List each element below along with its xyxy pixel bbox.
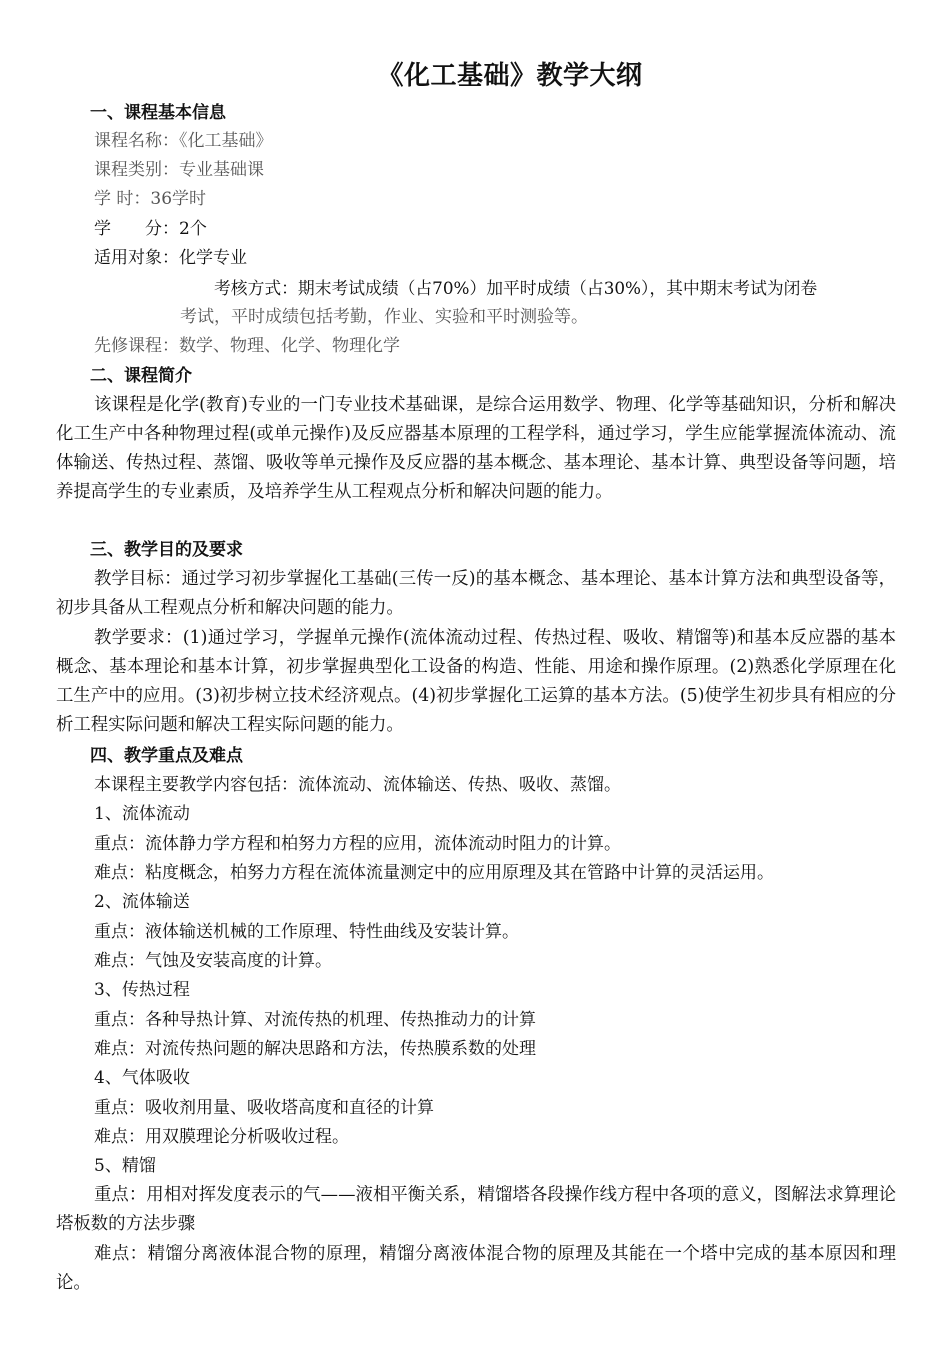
- course-intro-paragraph: 该课程是化学(教育)专业的一门专业技术基础课，是综合运用数学、物理、化学等基础知识，分析和解决化工生产中各种物理过程(或单元操作)及反应器基本原理的工程学科，通过学习，学生应能掌握流体流动、流体输送、传热过程、蒸馏、吸收等单元操作及反应器的基本概念、基本理论、基本计算、典型设备等问题，培养提高学生的专业素质，及培养学生从工程观点分析和解决问题的能力。: [56, 395, 896, 502]
- assessment-line-2: 考试，平时成绩包括考勤，作业、实验和平时测验等。: [180, 307, 588, 327]
- topic-key-point: 重点：流体静力学方程和柏努力方程的应用，流体流动时阻力的计算。: [94, 834, 621, 854]
- teaching-goal-paragraph: 教学目标：通过学习初步掌握化工基础(三传一反)的基本概念、基本理论、基本计算方法和典型设备等，初步具备从工程观点分析和解决问题的能力。: [56, 569, 896, 618]
- topic-key-point: 重点：液体输送机械的工作原理、特性曲线及安装计算。: [94, 922, 519, 942]
- topic-difficulty: 难点：气蚀及安装高度的计算。: [94, 951, 332, 971]
- course-audience: 适用对象：化学专业: [94, 248, 247, 268]
- prerequisites: 先修课程：数学、物理、化学、物理化学: [94, 336, 400, 356]
- topic-title: 2、流体输送: [94, 892, 190, 912]
- course-credits: 学 分：2个: [94, 219, 207, 239]
- content-intro: 本课程主要教学内容包括：流体流动、流体输送、传热、吸收、蒸馏。: [94, 775, 621, 795]
- topic-difficulty: 难点：精馏分离液体混合物的原理，精馏分离液体混合物的原理及其能在一个塔中完成的基本原因和理论。: [56, 1244, 896, 1293]
- topic-difficulty: 难点：用双膜理论分析吸收过程。: [94, 1127, 349, 1147]
- topic-title: 4、气体吸收: [94, 1068, 190, 1088]
- assessment-line-1: 考核方式：期末考试成绩（占70%）加平时成绩（占30%），其中期末考试为闭卷: [214, 278, 818, 298]
- section-heading-key-points: 四、教学重点及难点: [90, 746, 243, 766]
- topic-title: 5、精馏: [94, 1156, 156, 1176]
- teaching-requirement-paragraph: 教学要求：(1)通过学习，学握单元操作(流体流动过程、传热过程、吸收、精馏等)和基本反应器的基本概念、基本理论和基本计算，初步掌握典型化工设备的构造、性能、用途和操作原理。(2)熟悉化学原理在化工生产中的应用。(3)初步树立技术经济观点。(4)初步掌握化工运算的基本方法。(5)使学生初步具有相应的分析工程实际问题和解决工程实际问题的能力。: [56, 628, 896, 735]
- course-type: 课程类别：专业基础课: [94, 160, 264, 180]
- course-hours: 学 时：36学时: [94, 189, 207, 209]
- section-heading-goals: 三、教学目的及要求: [90, 540, 243, 560]
- topic-title: 3、传热过程: [94, 980, 190, 1000]
- section-heading-intro: 二、课程简介: [90, 366, 192, 386]
- course-name: 课程名称：《化工基础》: [94, 131, 273, 151]
- document-title: 《化工基础》教学大纲: [377, 61, 643, 91]
- topic-difficulty: 难点：对流传热问题的解决思路和方法，传热膜系数的处理: [94, 1039, 536, 1059]
- topic-key-point: 重点：各种导热计算、对流传热的机理、传热推动力的计算: [94, 1010, 536, 1030]
- topic-key-point: 重点：用相对挥发度表示的气——液相平衡关系，精馏塔各段操作线方程中各项的意义，图解法求算理论塔板数的方法步骤: [56, 1185, 896, 1234]
- topic-title: 1、流体流动: [94, 804, 190, 824]
- topic-difficulty: 难点：粘度概念，柏努力方程在流体流量测定中的应用原理及其在管路中计算的灵活运用。: [94, 863, 774, 883]
- topic-key-point: 重点：吸收剂用量、吸收塔高度和直径的计算: [94, 1098, 434, 1118]
- section-heading-basic-info: 一、课程基本信息: [90, 103, 226, 123]
